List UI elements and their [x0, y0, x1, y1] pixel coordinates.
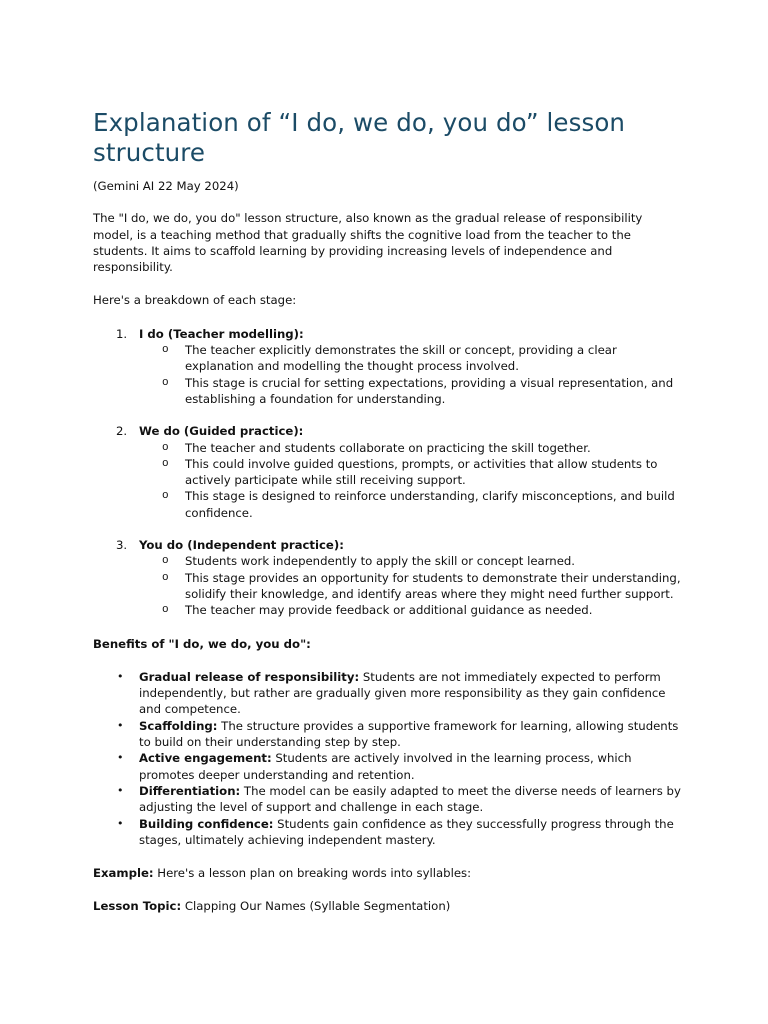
stage-point: [139, 602, 683, 618]
benefit-item: [93, 718, 683, 751]
stage-number: 2.: [116, 424, 128, 439]
stage-point: [139, 456, 683, 489]
benefit-text: The model can be easily adapted to meet the diverse needs of learners by adjusting the level of support and challenge in each stage.: [139, 783, 681, 815]
lesson-topic-label: Lesson Topic:: [93, 899, 182, 914]
benefit-term: Building confidence:: [139, 816, 274, 831]
circle-bullet-icon: o: [162, 457, 169, 470]
circle-bullet-icon: o: [162, 441, 169, 454]
stage-points: [139, 342, 683, 407]
benefit-term: Active engagement:: [139, 751, 272, 766]
stage-point-text: Students work independently to apply the skill or concept learned.: [185, 554, 576, 569]
lesson-topic-paragraph: [93, 898, 683, 914]
benefit-text: The structure provides a supportive framework for learning, allowing students to build on their understanding step by step.: [139, 718, 679, 750]
example-label: Example:: [93, 866, 154, 881]
stage-item: [93, 326, 683, 407]
stage-number: 3.: [116, 538, 128, 553]
stage-title: You do (Independent practice):: [139, 538, 344, 553]
stage-title: I do (Teacher modelling):: [139, 326, 304, 341]
stage-point-text: This could involve guided questions, prompts, or activities that allow students to actively participate while still receiving support.: [185, 456, 658, 488]
circle-bullet-icon: o: [162, 555, 169, 568]
benefit-term: Differentiation:: [139, 783, 241, 798]
stage-number: 1.: [116, 326, 128, 341]
benefit-term: Scaffolding:: [139, 718, 218, 733]
bullet-icon: •: [117, 751, 124, 765]
stage-point-text: The teacher explicitly demonstrates the skill or concept, providing a clear explanation and modelling the thought process involved.: [185, 343, 617, 374]
stage-point: [139, 553, 683, 569]
intro-paragraph: The "I do, we do, you do" lesson structure, also known as the gradual release of responsibility model, is a teaching method that gradually shifts the cognitive load from the teacher to the students. It aims to scaffold learning by providing increasing levels of independence and responsibility.: [93, 211, 643, 275]
stage-title: We do (Guided practice):: [139, 424, 304, 439]
bullet-icon: •: [117, 669, 124, 683]
stage-point-text: This stage is crucial for setting expectations, providing a visual representation, and establishing a foundation for understanding.: [185, 375, 674, 406]
stage-item: [93, 423, 683, 521]
breakdown-heading: Here's a breakdown of each stage:: [93, 293, 297, 308]
benefit-term: Gradual release of responsibility:: [139, 669, 360, 684]
stage-points: [139, 553, 683, 618]
stage-point-text: The teacher may provide feedback or additional guidance as needed.: [185, 603, 593, 618]
circle-bullet-icon: o: [162, 490, 169, 503]
document-title: Explanation of “I do, we do, you do” lesson structure: [93, 108, 626, 167]
benefit-text: Students gain confidence as they successfully progress through the stages, ultimately achieving independent mastery.: [139, 816, 674, 847]
circle-bullet-icon: o: [162, 571, 169, 584]
stage-point: [139, 488, 683, 521]
benefit-item: [93, 783, 683, 816]
benefit-text: Students are not immediately expected to perform independently, but rather are gradually given more responsibility as they gain confidence and competence.: [139, 669, 666, 717]
bullet-icon: •: [117, 718, 124, 732]
stage-point-text: This stage is designed to reinforce understanding, clarify misconceptions, and build confidence.: [185, 489, 675, 520]
stage-item: [93, 537, 683, 618]
circle-bullet-icon: o: [162, 344, 169, 357]
stage-point: [139, 342, 683, 375]
document-page: [93, 108, 683, 915]
stage-point: [139, 570, 683, 603]
benefit-text: Students are actively involved in the learning process, which promotes deeper understanding and retention.: [139, 751, 632, 782]
lesson-topic-text: Clapping Our Names (Syllable Segmentation): [181, 899, 451, 914]
stage-point: [139, 440, 683, 456]
benefits-heading: Benefits of "I do, we do, you do":: [93, 636, 311, 651]
bullet-icon: •: [117, 783, 124, 797]
stage-list: [93, 326, 683, 619]
benefits-list: [93, 669, 683, 848]
example-paragraph: [93, 865, 683, 881]
stage-point-text: This stage provides an opportunity for students to demonstrate their understanding, solidify their knowledge, and identify areas where they might need further support.: [185, 570, 681, 601]
stage-points: [139, 440, 683, 521]
benefit-item: [93, 816, 683, 849]
benefit-item: [93, 750, 683, 783]
source-citation: (Gemini AI 22 May 2024): [93, 179, 239, 193]
bullet-icon: •: [117, 816, 124, 830]
benefit-item: [93, 669, 683, 718]
stage-point: [139, 375, 683, 408]
example-text: Here's a lesson plan on breaking words into syllables:: [153, 866, 472, 881]
stage-point-text: The teacher and students collaborate on practicing the skill together.: [185, 440, 591, 455]
circle-bullet-icon: o: [162, 376, 169, 389]
circle-bullet-icon: o: [162, 604, 169, 617]
